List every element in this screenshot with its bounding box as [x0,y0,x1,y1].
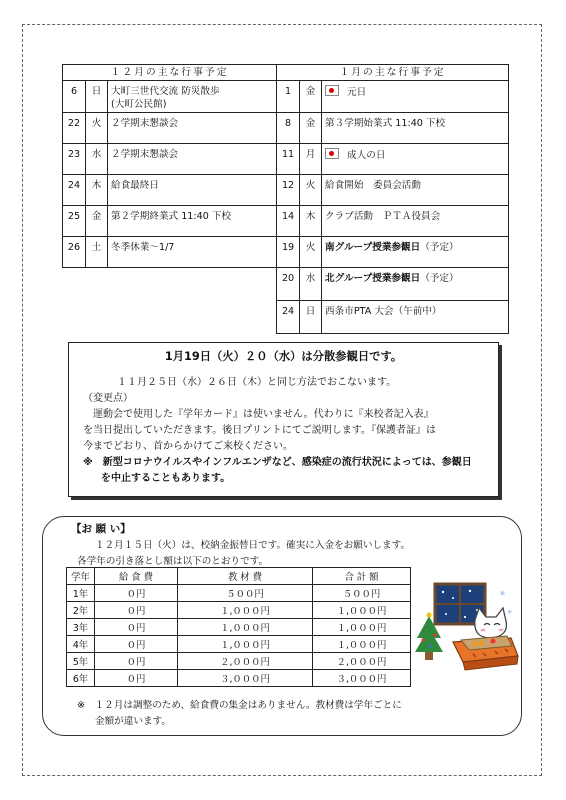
january-header: １月の主な行事予定 [277,65,509,81]
fee-header: 教 材 費 [178,568,313,585]
fee-cell: ２,０００円 [178,653,313,670]
jan-day: 8 [277,113,300,144]
request-text: １２月１５日（火）は、校納金振替日です。確実に入金をお願いします。 [95,540,411,551]
table-row [67,653,411,670]
japan-flag-icon [325,148,339,159]
jan-day: 11 [277,144,300,175]
dec-event: ２学期末懇談会 [108,144,277,175]
jan-event: クラブ活動 ＰＴＡ役員会 [322,206,509,237]
dec-day: 23 [63,144,86,175]
jan-event: 元日 [322,81,509,113]
jan-event: 成人の日 [322,144,509,175]
jan-day: 12 [277,175,300,206]
fee-table [66,567,411,687]
dec-weekday: 土 [86,237,108,268]
dec-day: 6 [63,81,86,113]
notice-warning: ※ 新型コロナウイルスやインフルエンザなど、感染症の流行状況によっては、参観日 [83,457,472,468]
jan-weekday: 水 [300,268,322,301]
dec-event: 第２学期終業式 11:40 下校 [108,206,277,237]
japan-flag-icon [325,85,339,96]
fee-cell: １,０００円 [313,602,411,619]
empty-cell [63,268,277,334]
request-note: 金額が違います。 [95,716,171,727]
dec-event: 冬季休業～1/7 [108,237,277,268]
dec-event: 給食最終日 [108,175,277,206]
jan-weekday: 金 [300,81,322,113]
open-class-notice [68,342,499,497]
fee-cell: ０円 [95,585,178,602]
fee-cell: 4年 [67,636,95,653]
jan-day: 19 [277,237,300,268]
notice-text: 運動会で使用した『学年カード』は使いません。代わりに『来校者記入表』 [93,409,434,420]
jan-day: 14 [277,206,300,237]
notice-text: 今までどおり、首からかけてご来校ください。 [83,441,293,452]
request-title: 【お 願 い】 [71,523,131,535]
dec-weekday: 日 [86,81,108,113]
dec-weekday: 水 [86,144,108,175]
table-row [67,619,411,636]
fee-cell: １,０００円 [313,619,411,636]
jan-day: 1 [277,81,300,113]
dec-day: 26 [63,237,86,268]
fee-cell: ３,０００円 [313,670,411,687]
dec-weekday: 木 [86,175,108,206]
notice-warning: を中止することもあります。 [101,473,231,484]
december-header: １２月の主な行事予定 [63,65,277,81]
fee-cell: ２,０００円 [313,653,411,670]
dec-weekday: 火 [86,113,108,144]
fee-cell: 1年 [67,585,95,602]
schedule-table [62,64,509,334]
fee-cell: 5年 [67,653,95,670]
fee-cell: ０円 [95,670,178,687]
jan-weekday: 月 [300,144,322,175]
jan-weekday: 金 [300,113,322,144]
svg-text:✳: ✳ [499,589,506,598]
dec-day: 22 [63,113,86,144]
jan-event: 北グループ授業参観日（予定） [322,268,509,301]
fee-cell: ０円 [95,619,178,636]
jan-event: 西条市PTA 大会（午前中） [322,301,509,334]
fee-cell: １,０００円 [313,636,411,653]
notice-text: １１月２５日（水）２６日（木）と同じ方法でおこないます。 [117,377,397,388]
jan-weekday: 火 [300,175,322,206]
fee-cell: ３,０００円 [178,670,313,687]
fee-cell: 6年 [67,670,95,687]
jan-weekday: 木 [300,206,322,237]
notice-title: 1月19日（火）２０（水）は分散参観日です。 [164,350,403,363]
dec-event: ２学期末懇談会 [108,113,277,144]
notice-text: を当日提出していただきます。後日プリントにてご説明します。『保護者証』は [83,425,436,436]
request-note: ※ １２月は調整のため、給食費の集金はありません。教材費は学年ごとに [77,700,402,711]
svg-text:✳: ✳ [507,609,513,616]
fee-cell: ０円 [95,653,178,670]
jan-event: 南グループ授業参観日（予定） [322,237,509,268]
fee-header: 給 食 費 [95,568,178,585]
jan-event: 第３学期始業式 11:40 下校 [322,113,509,144]
fee-cell: 3年 [67,619,95,636]
notice-text: （変更点） [83,393,133,404]
jan-event: 給食開始 委員会活動 [322,175,509,206]
dec-weekday: 金 [86,206,108,237]
request-text: 各学年の引き落とし額は以下のとおりです。 [77,556,269,567]
fee-cell: １,０００円 [178,636,313,653]
table-row [67,670,411,687]
jan-weekday: 火 [300,237,322,268]
fee-cell: １,０００円 [178,619,313,636]
dec-event: 大町三世代交流 防災散歩 (大町公民館) [108,81,277,113]
fee-cell: ５００円 [313,585,411,602]
fee-cell: ０円 [95,636,178,653]
jan-day: 24 [277,301,300,334]
table-row [67,585,411,602]
cat-kotatsu-illustration [413,580,520,675]
dec-day: 24 [63,175,86,206]
fee-header: 学年 [67,568,95,585]
table-row [67,636,411,653]
fee-header: 合 計 額 [313,568,411,585]
table-row [67,602,411,619]
fee-cell: ０円 [95,602,178,619]
jan-weekday: 日 [300,301,322,334]
dec-day: 25 [63,206,86,237]
fee-cell: ５００円 [178,585,313,602]
fee-cell: １,０００円 [178,602,313,619]
fee-cell: 2年 [67,602,95,619]
jan-day: 20 [277,268,300,301]
